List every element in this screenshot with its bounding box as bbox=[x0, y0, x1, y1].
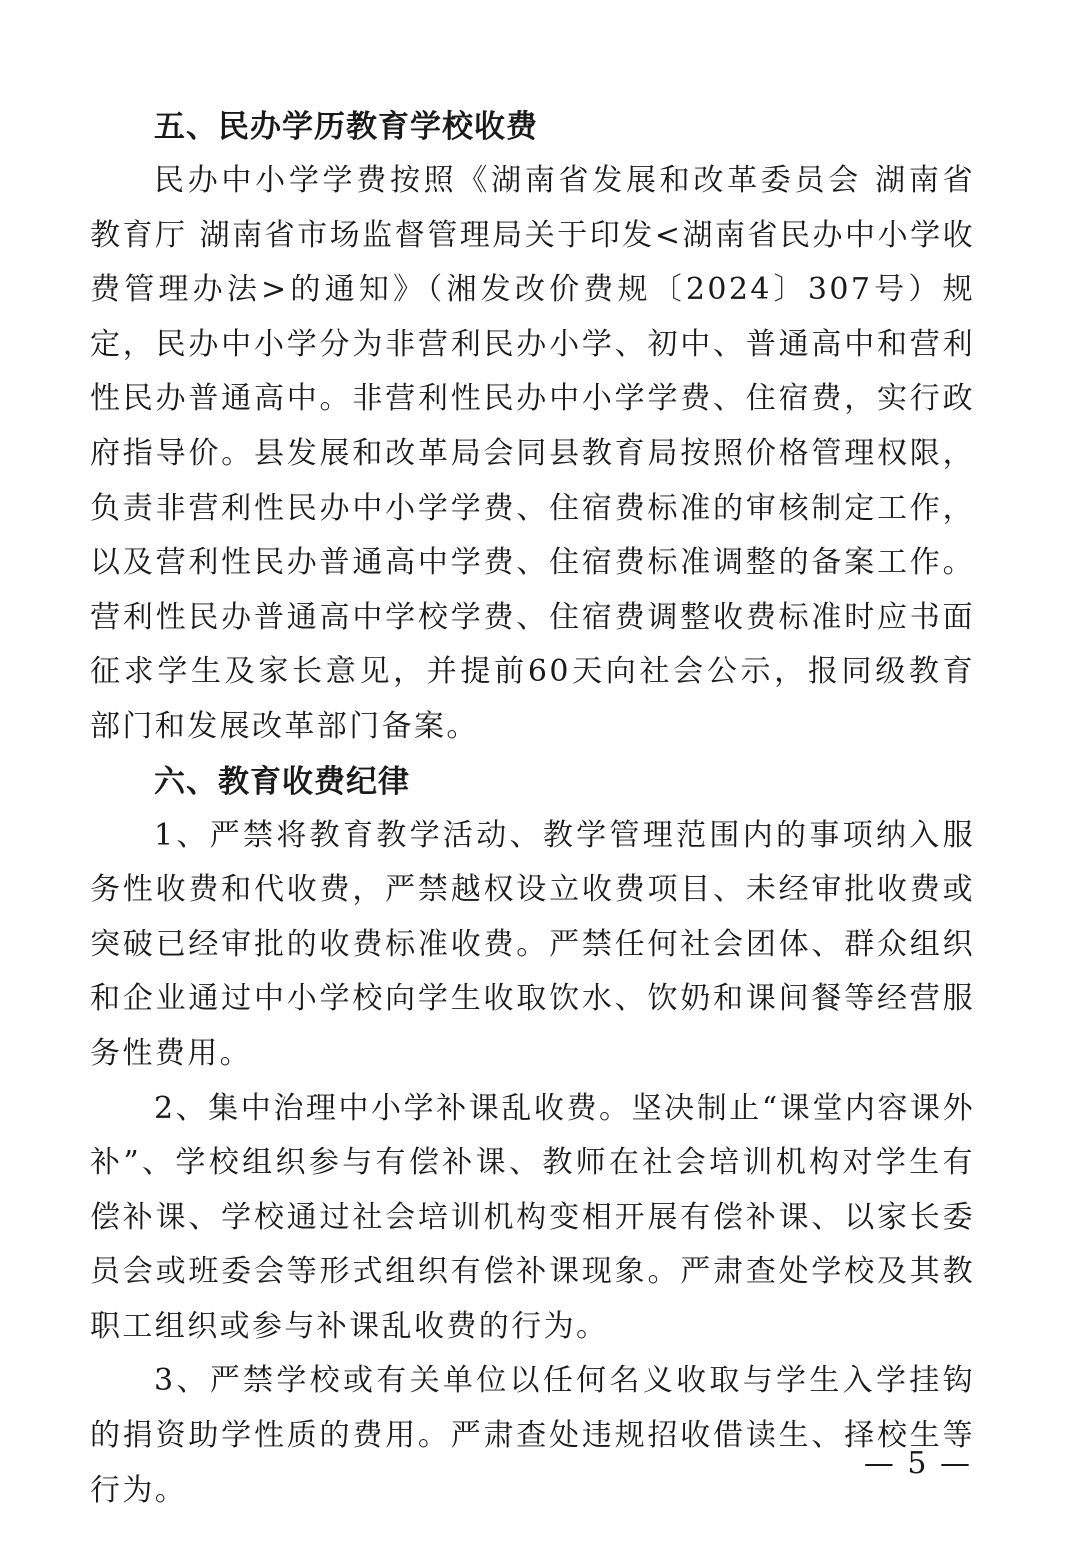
section-5-heading: 五、民办学历教育学校收费 bbox=[154, 109, 538, 145]
section-6-heading: 六、教育收费纪律 bbox=[154, 763, 410, 800]
document-page bbox=[90, 100, 975, 1518]
page-number: — 5 — bbox=[863, 1446, 972, 1481]
section-6-item-2: 2、集中治理中小学补课乱收费。坚决制止“课堂内容课外补”、学校组织参与有偿补课、教师在社会培训机构对学生有偿补课、学校通过社会培训机构变相开展有偿补课、以家长委员会或班委会等形式组织有偿补课现象。严肃查处学校及其教职工组织或参与补课乱收费的行为。 bbox=[90, 1090, 975, 1344]
section-6-item-1: 1、严禁将教育教学活动、教学管理范围内的事项纳入服务性收费和代收费，严禁越权设立收费项目、未经审批收费或突破已经审批的收费标准收费。严禁任何社会团体、群众组织和企业通过中小学校向学生收取饮水、饮奶和课间餐等经营服务性费用。 bbox=[90, 817, 975, 1071]
section-5-paragraph: 民办中小学学费按照《湖南省发展和改革委员会 湖南省教育厅 湖南省市场监督管理局关于印发<湖南省民办中小学收费管理办法>的通知》（湘发改价费规〔2024〕307号）规定，民办中小学分为非营利民办小学、初中、普通高中和营利性民办普通高中。非营利性民办中小学学费、住宿费，实行政府指导价。县发展和改革局会同县教育局按照价格管理权限，负责非营利性民办中小学学费、住宿费标准的审核制定工作，以及营利性民办普通高中学费、住宿费标准调整的备案工作。营利性民办普通高中学校学费、住宿费调整收费标准时应书面征求学生及家长意见，并提前60天向社会公示，报同级教育部门和发展改革部门备案。 bbox=[90, 163, 975, 744]
section-6-item-3: 3、严禁学校或有关单位以任何名义收取与学生入学挂钩的捐资助学性质的费用。严肃查处违规招收借读生、择校生等行为。 bbox=[90, 1363, 975, 1508]
